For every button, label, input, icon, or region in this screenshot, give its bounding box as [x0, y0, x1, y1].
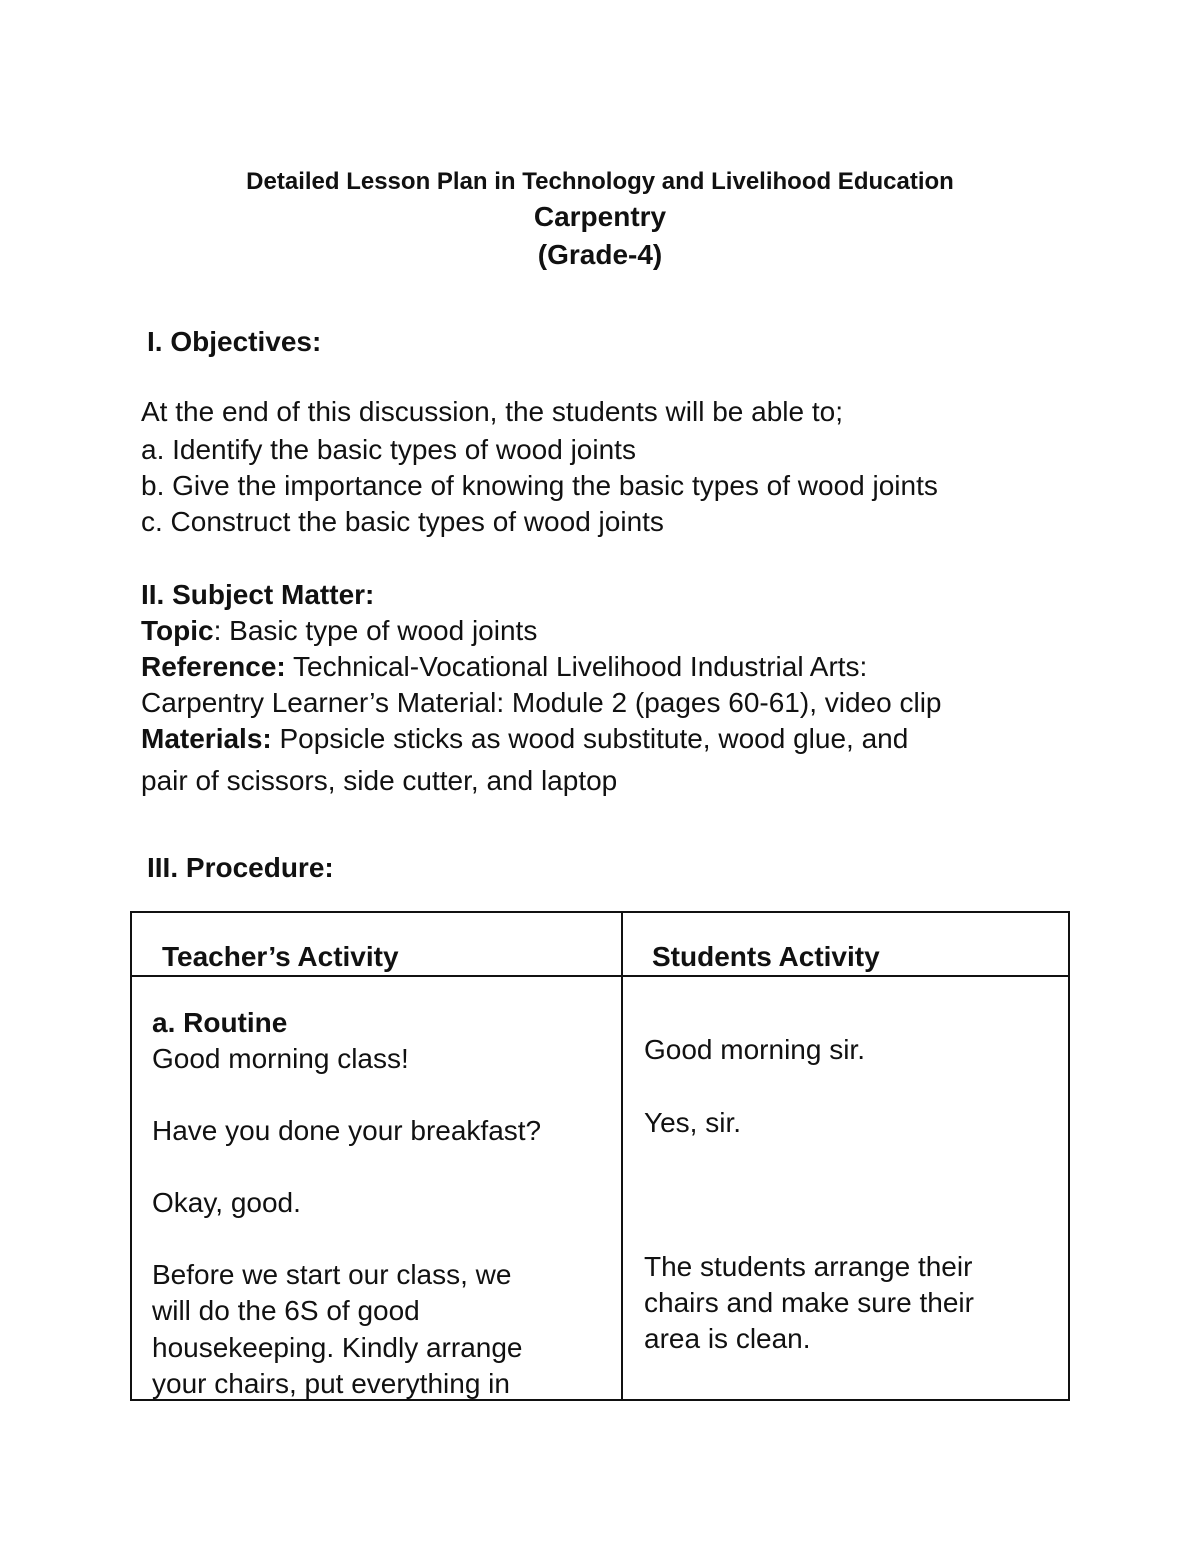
reference-continued: Carpentry Learner’s Material: Module 2 (pages 60-61), video clip: [141, 687, 942, 718]
objectives-intro: At the end of this discussion, the students will be able to;: [141, 396, 843, 427]
subject-matter-heading: II. Subject Matter:: [141, 579, 375, 610]
student-line: Yes, sir.: [644, 1107, 742, 1138]
teacher-line: Have you done your breakfast?: [152, 1115, 542, 1146]
table-column-divider: [621, 911, 623, 1401]
student-line: Good morning sir.: [644, 1034, 865, 1065]
objectives-heading: I. Objectives:: [147, 326, 322, 357]
materials-label: Materials:: [141, 723, 272, 754]
materials-continued: pair of scissors, side cutter, and laptop: [141, 765, 618, 796]
teacher-line: Okay, good.: [152, 1187, 301, 1218]
topic-value: : Basic type of wood joints: [213, 615, 538, 646]
objective-item: a. Identify the basic types of wood joints: [141, 434, 636, 465]
teacher-line: housekeeping. Kindly arrange: [152, 1332, 523, 1363]
student-line: chairs and make sure their: [644, 1287, 974, 1318]
grade-level: (Grade-4): [537, 239, 663, 270]
teacher-line: will do the 6S of good: [152, 1295, 420, 1326]
students-activity-header: Students Activity: [652, 941, 880, 972]
student-line: The students arrange their: [644, 1251, 973, 1282]
topic-line: [141, 615, 537, 647]
table-header-divider: [130, 975, 1070, 977]
routine-heading: a. Routine: [152, 1007, 288, 1038]
materials-value: Popsicle sticks as wood substitute, wood glue, and: [271, 723, 909, 754]
reference-label: Reference:: [141, 651, 286, 682]
procedure-heading: III. Procedure:: [147, 852, 334, 883]
document-title: Detailed Lesson Plan in Technology and Livelihood Education: [246, 168, 954, 195]
objective-item: b. Give the importance of knowing the basic types of wood joints: [141, 470, 938, 501]
teacher-activity-header: Teacher’s Activity: [162, 941, 399, 972]
teacher-line: Before we start our class, we: [152, 1259, 512, 1290]
reference-line: [141, 651, 867, 683]
objective-item: c. Construct the basic types of wood joints: [141, 506, 664, 537]
subject-title: Carpentry: [533, 201, 667, 232]
topic-label: Topic: [141, 615, 214, 646]
teacher-line: your chairs, put everything in: [152, 1368, 510, 1399]
teacher-line: Good morning class!: [152, 1043, 409, 1074]
student-line: area is clean.: [644, 1323, 811, 1354]
materials-line: [141, 723, 908, 755]
reference-value: Technical-Vocational Livelihood Industrial Arts:: [285, 651, 868, 682]
